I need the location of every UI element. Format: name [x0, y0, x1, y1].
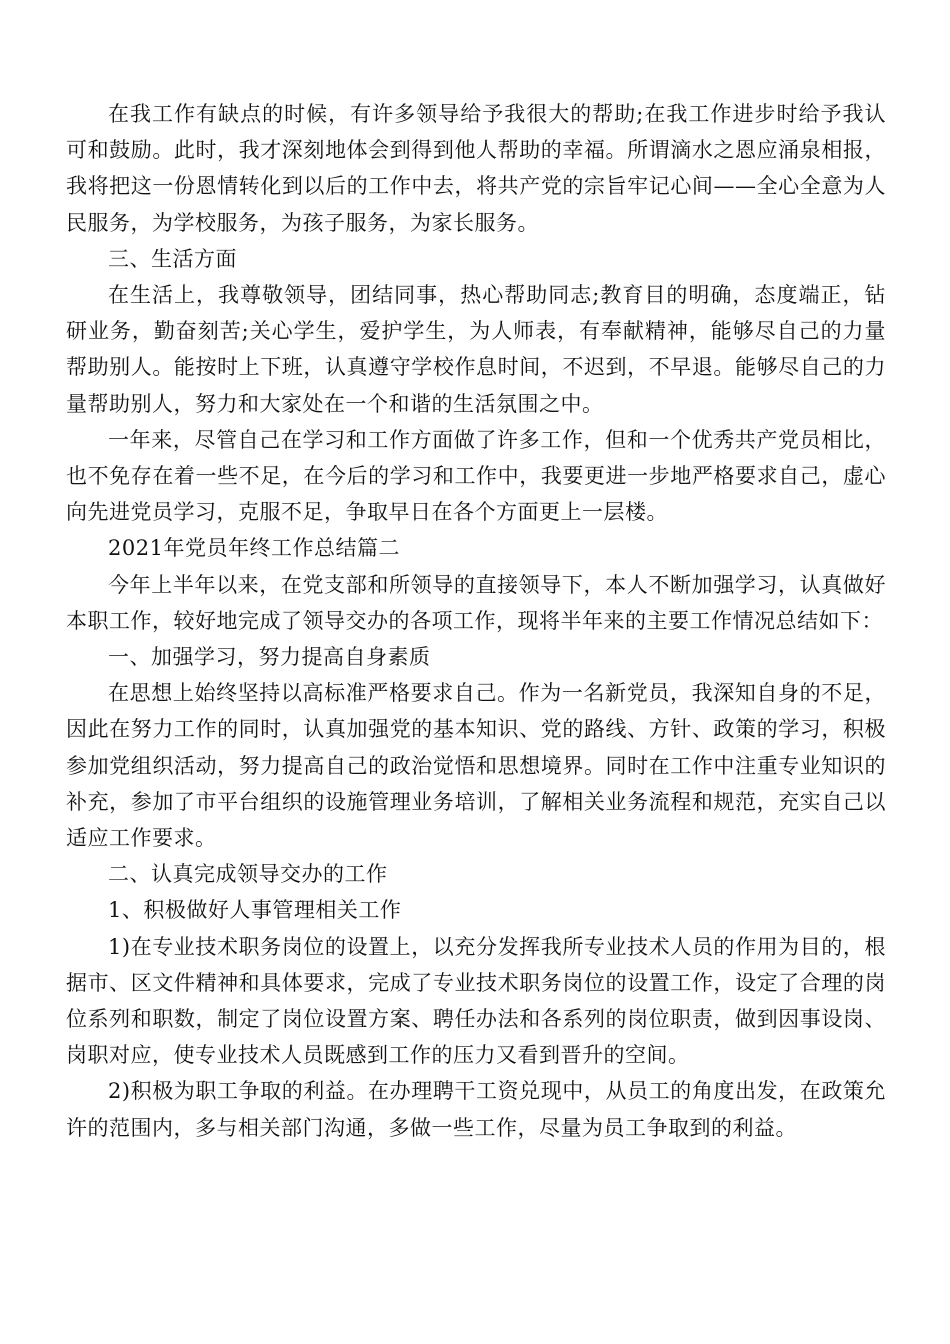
paragraph-intro: 今年上半年以来，在党支部和所领导的直接领导下，本人不断加强学习，认真做好本职工作，较好地完成了领导交办的各项工作，现将半年来的主要工作情况总结如下：	[66, 572, 886, 633]
paragraph-positions: 1)在专业技术职务岗位的设置上，以充分发挥我所专业技术人员的作用为目的，根据市、区文件精神和具体要求，完成了专业技术职务岗位的设置工作，设定了合理的岗位系列和职数，制定了岗位设置方案、聘任办法和各系列的岗位职责，做到因事设岗、岗职对应，使专业技术人员既感到工作的压力又看到晋升的空间。	[66, 934, 886, 1068]
section-heading-tasks: 二、认真完成领导交办的工作	[108, 862, 388, 887]
paragraph-gratitude: 在我工作有缺点的时候，有许多领导给予我很大的帮助;在我工作进步时给予我认可和鼓励。此时，我才深刻地体会到得到他人帮助的幸福。所谓滴水之恩应涌泉相报，我将把这一份恩情转化到以后的工作中去，将共产党的宗旨牢记心间——全心全意为人民服务，为学校服务，为孩子服务，为家长服务。	[66, 102, 886, 235]
document-body	[66, 96, 886, 1146]
paragraph-study: 在思想上始终坚持以高标准严格要求自己。作为一名新党员，我深知自身的不足，因此在努力工作的同时，认真加强党的基本知识、党的路线、方针、政策的学习，积极参加党组织活动，努力提高自己的政治觉悟和思想境界。同时在工作中注重专业知识的补充，参加了市平台组织的设施管理业务培训，了解相关业务流程和规范，充实自己以适应工作要求。	[66, 681, 886, 851]
paragraph-life: 在生活上，我尊敬领导，团结同事，热心帮助同志;教育目的明确，态度端正，钻研业务，勤奋刻苦;关心学生，爱护学生，为人师表，有奉献精神，能够尽自己的力量帮助别人。能按时上下班，认真遵守学校作息时间，不迟到，不早退。能够尽自己的力量帮助别人，努力和大家处在一个和谐的生活氛围之中。	[66, 283, 886, 416]
subsection-heading-hr: 1、积极做好人事管理相关工作	[108, 898, 402, 923]
section-heading-life: 三、生活方面	[108, 246, 237, 271]
section-heading-study: 一、加强学习，努力提高自身素质	[108, 645, 431, 670]
paragraph-year-summary: 一年来，尽管自己在学习和工作方面做了许多工作，但和一个优秀共产党员相比，也不免存在着一些不足，在今后的学习和工作中，我要更进一步地严格要求自己，虚心向先进党员学习，克服不足，争取早日在各个方面更上一层楼。	[66, 427, 886, 525]
paragraph-benefits: 2)积极为职工争取的利益。在办理聘干工资兑现中，从员工的角度出发，在政策允许的范围内，多与相关部门沟通，多做一些工作，尽量为员工争取到的利益。	[66, 1079, 886, 1140]
article-title-part-two: 2021年党员年终工作总结篇二	[108, 536, 400, 561]
